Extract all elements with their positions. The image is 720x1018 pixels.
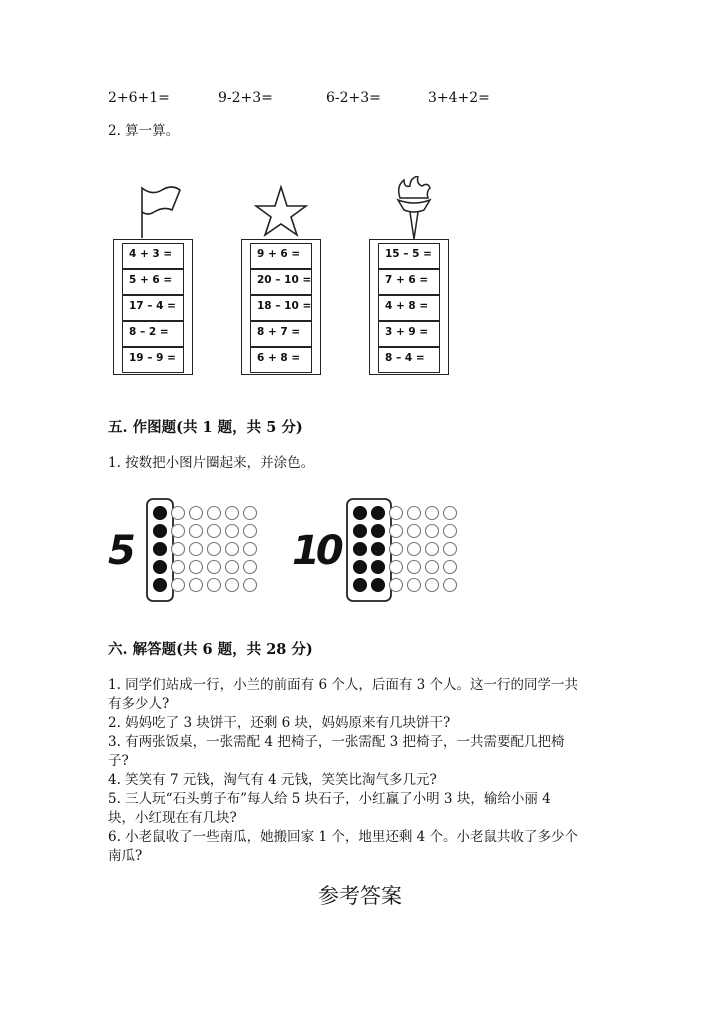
equation-1: 2+6+1= (108, 90, 170, 106)
table-row: 18 – 10 = (250, 295, 312, 321)
table-row: 8 + 7 = (250, 321, 312, 347)
open-dot (172, 561, 185, 574)
open-dot (172, 579, 185, 592)
star-icon (253, 184, 309, 238)
exercise-table-star (241, 239, 321, 375)
open-dot (208, 561, 221, 574)
open-dot (426, 579, 439, 592)
table-row: 6 + 8 = (250, 347, 312, 373)
table-row: 15 – 5 = (378, 243, 440, 269)
section-5-title: 五. 作图题(共 1 题，共 5 分) (108, 419, 303, 436)
open-dot (172, 507, 185, 520)
open-dot (208, 543, 221, 556)
filled-dot (354, 507, 367, 520)
table-row: 5 + 6 = (122, 269, 184, 295)
open-dot (444, 579, 457, 592)
open-dot (208, 507, 221, 520)
open-dot (226, 525, 239, 538)
open-dot (390, 561, 403, 574)
open-dot (226, 561, 239, 574)
filled-dot (154, 507, 167, 520)
open-dot (190, 579, 203, 592)
open-dot (244, 507, 257, 520)
filled-dot (372, 507, 385, 520)
filled-dot (354, 525, 367, 538)
question-line: 2. 妈妈吃了 3 块饼干，还剩 6 块，妈妈原来有几块饼干? (108, 715, 451, 731)
filled-dot (154, 543, 167, 556)
open-dot (408, 579, 421, 592)
open-dot (390, 543, 403, 556)
question-line: 4. 笑笑有 7 元钱，淘气有 4 元钱，笑笑比淘气多几元? (108, 772, 437, 788)
filled-dot (372, 525, 385, 538)
question-line: 1. 同学们站成一行，小兰的前面有 6 个人，后面有 3 个人。这一行的同学一共 (108, 677, 579, 693)
open-dot (408, 543, 421, 556)
filled-dot (354, 543, 367, 556)
section-6-title: 六. 解答题(共 6 题，共 28 分) (108, 641, 313, 658)
filled-dot (154, 579, 167, 592)
open-dot (244, 579, 257, 592)
table-row: 9 + 6 = (250, 243, 312, 269)
open-dot (390, 507, 403, 520)
question-line: 子? (108, 753, 129, 769)
number-five: 5 (108, 528, 136, 574)
open-dot (208, 579, 221, 592)
open-dot (190, 561, 203, 574)
question-line: 块，小红现在有几块? (108, 810, 237, 826)
filled-dot (372, 579, 385, 592)
filled-dot (372, 561, 385, 574)
open-dot (444, 561, 457, 574)
open-dot (390, 579, 403, 592)
open-dot (190, 507, 203, 520)
exercise-table-flag (113, 239, 193, 375)
section-5-question-1: 1. 按数把小图片圈起来，并涂色。 (108, 455, 315, 471)
table-row: 3 + 9 = (378, 321, 440, 347)
dot-grid-ten (340, 496, 490, 606)
open-dot (426, 543, 439, 556)
open-dot (226, 543, 239, 556)
table-row: 19 – 9 = (122, 347, 184, 373)
open-dot (190, 525, 203, 538)
open-dot (444, 507, 457, 520)
filled-dot (154, 561, 167, 574)
table-row: 8 – 4 = (378, 347, 440, 373)
open-dot (408, 561, 421, 574)
torch-icon (388, 176, 438, 240)
open-dot (408, 525, 421, 538)
dot-grid-five (140, 496, 290, 606)
question-2-title: 2. 算一算。 (108, 123, 180, 139)
open-dot (426, 525, 439, 538)
table-row: 20 – 10 = (250, 269, 312, 295)
open-dot (390, 525, 403, 538)
equation-2: 9-2+3= (218, 90, 273, 106)
open-dot (244, 561, 257, 574)
open-dot (190, 543, 203, 556)
equation-3: 6-2+3= (326, 90, 381, 106)
filled-dot (154, 525, 167, 538)
table-row: 8 – 2 = (122, 321, 184, 347)
question-line: 3. 有两张饭桌，一张需配 4 把椅子，一张需配 3 把椅子，一共需要配几把椅 (108, 734, 565, 750)
open-dot (226, 507, 239, 520)
open-dot (244, 525, 257, 538)
filled-dot (372, 543, 385, 556)
question-line: 5. 三人玩“石头剪子布”每人给 5 块石子，小红赢了小明 3 块，输给小丽 4 (108, 791, 551, 807)
open-dot (444, 525, 457, 538)
table-row: 17 – 4 = (122, 295, 184, 321)
table-row: 4 + 3 = (122, 243, 184, 269)
table-row: 7 + 6 = (378, 269, 440, 295)
filled-dot (354, 579, 367, 592)
question-line: 南瓜? (108, 848, 143, 864)
open-dot (172, 525, 185, 538)
open-dot (426, 507, 439, 520)
open-dot (226, 579, 239, 592)
filled-dot (354, 561, 367, 574)
question-line: 有多少人? (108, 696, 170, 712)
open-dot (426, 561, 439, 574)
number-ten: 10 (292, 528, 340, 574)
exercise-table-torch (369, 239, 449, 375)
open-dot (444, 543, 457, 556)
open-dot (208, 525, 221, 538)
flag-icon (130, 182, 190, 240)
table-row: 4 + 8 = (378, 295, 440, 321)
open-dot (408, 507, 421, 520)
answer-title: 参考答案 (318, 884, 402, 908)
question-line: 6. 小老鼠收了一些南瓜，她搬回家 1 个，地里还剩 4 个。小老鼠共收了多少个 (108, 829, 579, 845)
open-dot (172, 543, 185, 556)
open-dot (244, 543, 257, 556)
equation-4: 3+4+2= (428, 90, 490, 106)
